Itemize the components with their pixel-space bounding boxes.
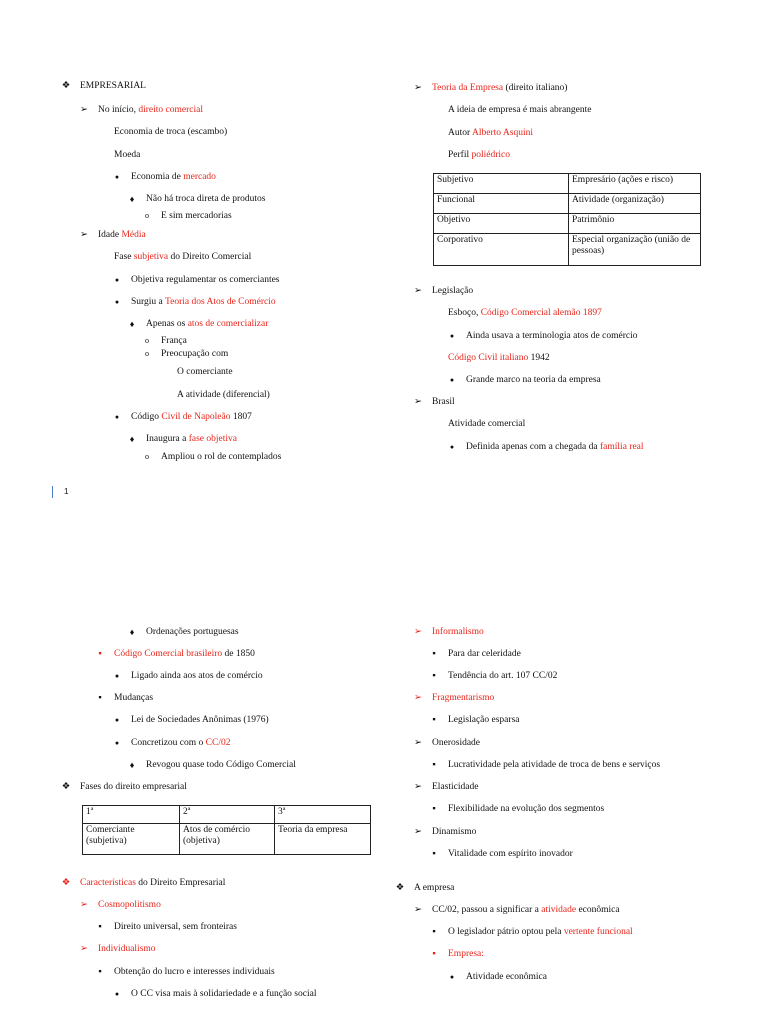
highlighted-term: Teoria da Empresa	[432, 83, 504, 93]
outline-item	[432, 826, 476, 838]
outline-item	[432, 737, 480, 749]
table-row	[83, 806, 371, 824]
outline-item	[161, 335, 187, 347]
page-break-marker	[52, 486, 53, 498]
item-text: A atividade (diferencial)	[177, 390, 270, 400]
square-bullet-icon: ▪	[98, 693, 102, 703]
dot-bullet-icon: ●	[114, 298, 120, 306]
item-text: Tendência do art. 107 CC/02	[448, 671, 558, 681]
square-bullet-icon: ▪	[432, 671, 436, 681]
dot-bullet-icon: ●	[114, 739, 120, 747]
item-text: No início,	[98, 105, 139, 115]
outline-item	[448, 848, 573, 860]
outline-item	[98, 229, 146, 241]
circle-bullet-icon: o	[145, 349, 149, 358]
outline-item	[177, 366, 233, 378]
page-number: 1	[64, 487, 69, 496]
item-text: Revogou quase todo Código Comercial	[146, 760, 296, 770]
outline-item	[448, 418, 525, 430]
outline-item	[114, 126, 227, 138]
item-text: (direito italiano)	[503, 83, 568, 93]
arrow-bullet-icon: ➢	[80, 900, 88, 910]
table-cell: Funcional	[434, 194, 569, 214]
item-text: Atividade comercial	[448, 419, 526, 429]
table-row	[434, 174, 701, 194]
outline-item	[131, 988, 316, 1000]
item-text: Fase	[114, 252, 134, 262]
highlighted-term: CC/02	[205, 738, 231, 748]
square-bullet-icon: ▪	[98, 649, 102, 659]
item-text: Economia de troca (escambo)	[114, 127, 228, 137]
item-text: Código	[131, 412, 162, 422]
item-text: Flexibilidade na evolução dos segmentos	[448, 804, 605, 814]
outline-item	[448, 714, 519, 726]
item-text: do Direito Empresarial	[135, 878, 226, 888]
outline-item	[80, 80, 146, 92]
square-bullet-icon: ▪	[432, 949, 436, 959]
item-text: CC/02, passou a significar a	[432, 905, 542, 915]
item-text: Vitalidade com espírito inovador	[448, 849, 573, 859]
item-text: Ligado ainda aos atos de comércio	[131, 671, 263, 681]
square-bullet-icon: ▪	[432, 927, 436, 937]
arrow-bullet-icon: ➢	[414, 738, 422, 748]
outline-item	[114, 921, 237, 933]
arrow-bullet-icon: ➢	[414, 693, 422, 703]
table-cell: 1ª	[83, 806, 180, 824]
outline-item	[131, 670, 263, 682]
highlighted-term: poliédrico	[471, 150, 510, 160]
diamond-bullet-icon: ❖	[61, 81, 71, 91]
outline-item	[80, 877, 225, 889]
outline-item	[432, 82, 567, 94]
highlighted-term: atividade	[541, 905, 577, 915]
outline-item	[146, 759, 296, 771]
arrow-bullet-icon: ➢	[80, 944, 88, 954]
table-row	[434, 234, 701, 266]
outline-item	[131, 411, 252, 423]
table-row	[83, 824, 371, 855]
item-text: Onerosidade	[432, 738, 481, 748]
item-text: Idade	[98, 230, 122, 240]
outline-item	[131, 171, 216, 183]
table-cell: 3ª	[275, 806, 371, 824]
small-diamond-bullet-icon: ♦	[129, 194, 135, 204]
item-text: Dinamismo	[432, 827, 477, 837]
outline-item	[114, 149, 140, 161]
item-text: Não há troca direta de produtos	[146, 194, 266, 204]
item-text: Atividade econômica	[466, 972, 547, 982]
highlighted-term: Cosmopolitismo	[98, 900, 161, 910]
item-text: Economia de	[131, 172, 184, 182]
square-bullet-icon: ▪	[432, 804, 436, 814]
square-bullet-icon: ▪	[432, 849, 436, 859]
item-text: Legislação	[432, 286, 474, 296]
highlighted-term: fase objetiva	[188, 434, 238, 444]
item-text: Elasticidade	[432, 782, 479, 792]
outline-item	[114, 692, 153, 704]
item-text: Brasil	[432, 397, 455, 407]
outline-item	[114, 251, 251, 263]
outline-item	[131, 274, 280, 286]
outline-item	[432, 396, 455, 408]
highlighted-term: Informalismo	[432, 627, 484, 637]
outline-item	[448, 648, 521, 660]
outline-item	[448, 104, 592, 116]
item-text: O legislador pátrio optou pela	[448, 927, 564, 937]
outline-item	[448, 803, 604, 815]
diamond-bullet-icon: ❖	[61, 782, 71, 792]
outline-item	[448, 307, 602, 319]
circle-bullet-icon: o	[145, 336, 149, 345]
arrow-bullet-icon: ➢	[414, 83, 422, 93]
small-diamond-bullet-icon: ♦	[129, 760, 135, 770]
diamond-bullet-icon: ❖	[61, 878, 71, 888]
outline-item	[448, 352, 550, 364]
outline-item	[98, 899, 161, 911]
table-cell: Comerciante (subjetiva)	[83, 824, 180, 855]
outline-item	[466, 971, 547, 983]
item-text: Lei de Sociedades Anônimas (1976)	[131, 715, 269, 725]
outline-item	[131, 737, 230, 749]
arrow-bullet-icon: ➢	[414, 782, 422, 792]
profile-table	[433, 173, 701, 266]
outline-item	[146, 626, 239, 638]
highlighted-term: Teoria dos Atos de Comércio	[164, 297, 276, 307]
highlighted-term: Fragmentarismo	[432, 693, 495, 703]
dot-bullet-icon: ●	[114, 990, 120, 998]
dot-bullet-icon: ●	[114, 716, 120, 724]
arrow-bullet-icon: ➢	[80, 105, 88, 115]
square-bullet-icon: ▪	[432, 760, 436, 770]
highlighted-term: Alberto Asquini	[472, 128, 533, 138]
item-text: França	[161, 336, 187, 346]
item-text: econômica	[576, 905, 620, 915]
outline-item	[432, 626, 484, 638]
small-diamond-bullet-icon: ♦	[129, 319, 135, 329]
highlighted-term: mercado	[183, 172, 216, 182]
highlighted-term: Média	[121, 230, 146, 240]
table-cell: Especial organização (união de pessoas)	[569, 234, 701, 266]
outline-item	[432, 781, 478, 793]
item-text: Ordenações portuguesas	[146, 627, 239, 637]
item-text: O comerciante	[177, 367, 233, 377]
item-text: O CC visa mais à solidariedade e a função social	[131, 989, 317, 999]
item-text: 1942	[528, 353, 550, 363]
item-text: Lucratividade pela atividade de troca de bens e serviços	[448, 760, 661, 770]
item-text: Concretizou com o	[131, 738, 206, 748]
square-bullet-icon: ▪	[98, 922, 102, 932]
small-diamond-bullet-icon: ♦	[129, 627, 135, 637]
item-text: Preocupação com	[161, 349, 229, 359]
highlighted-term: Código Comercial alemão 1897	[480, 308, 602, 318]
item-text: Objetiva regulamentar os comerciantes	[131, 275, 280, 285]
table-cell: Teoria da empresa	[275, 824, 371, 855]
table-cell: 2ª	[180, 806, 275, 824]
item-text: Fases do direito empresarial	[80, 782, 187, 792]
dot-bullet-icon: ●	[114, 276, 120, 284]
outline-item	[161, 451, 281, 463]
outline-item	[432, 285, 473, 297]
square-bullet-icon: ▪	[432, 649, 436, 659]
square-bullet-icon: ▪	[98, 967, 102, 977]
item-text: Surgiu a	[131, 297, 165, 307]
item-text: Mudanças	[114, 693, 154, 703]
table-cell: Subjetivo	[434, 174, 569, 194]
outline-item	[448, 149, 510, 161]
outline-item	[98, 943, 156, 955]
outline-item	[177, 389, 270, 401]
table-cell: Empresário (ações e risco)	[569, 174, 701, 194]
item-text: Legislação esparsa	[448, 715, 520, 725]
table-cell: Objetivo	[434, 214, 569, 234]
dot-bullet-icon: ●	[449, 973, 455, 981]
highlighted-term: direito comercial	[138, 105, 203, 115]
item-text: A ideia de empresa é mais abrangente	[448, 105, 592, 115]
table-cell: Atividade (organização)	[569, 194, 701, 214]
item-text: do Direito Comercial	[168, 252, 252, 262]
outline-item	[161, 210, 232, 222]
highlighted-term: Características	[80, 878, 136, 888]
item-text: Esboço,	[448, 308, 481, 318]
diamond-bullet-icon: ❖	[395, 883, 405, 893]
circle-bullet-icon: o	[145, 452, 149, 461]
outline-item	[114, 648, 255, 660]
item-text: Moeda	[114, 150, 141, 160]
outline-item	[146, 433, 237, 445]
table-cell: Atos de comércio (objetiva)	[180, 824, 275, 855]
item-text: de 1850	[222, 649, 255, 659]
arrow-bullet-icon: ➢	[414, 286, 422, 296]
outline-item	[466, 441, 644, 453]
dot-bullet-icon: ●	[449, 332, 455, 340]
highlighted-term: Código Civil italiano	[448, 353, 529, 363]
outline-item	[448, 670, 557, 682]
item-text: Autor	[448, 128, 473, 138]
dot-bullet-icon: ●	[114, 173, 120, 181]
outline-item	[414, 882, 454, 894]
item-text: Apenas os	[146, 319, 188, 329]
table-row	[434, 194, 701, 214]
item-text: 1807	[230, 412, 252, 422]
outline-item	[432, 692, 494, 704]
item-text: E sim mercadorias	[161, 211, 232, 221]
outline-item	[448, 759, 660, 771]
item-text: Definida apenas com a chegada da	[466, 442, 600, 452]
outline-item	[448, 948, 484, 960]
square-bullet-icon: ▪	[432, 715, 436, 725]
outline-item	[466, 330, 637, 342]
item-text: Direito universal, sem fronteiras	[114, 922, 237, 932]
phases-table	[82, 805, 371, 855]
item-text: Grande marco na teoria da empresa	[466, 375, 601, 385]
highlighted-term: vertente funcional	[563, 927, 633, 937]
outline-item	[448, 926, 633, 938]
highlighted-term: subjetiva	[133, 252, 169, 262]
outline-item	[80, 781, 187, 793]
item-text: Para dar celeridade	[448, 649, 521, 659]
dot-bullet-icon: ●	[114, 413, 120, 421]
arrow-bullet-icon: ➢	[80, 230, 88, 240]
item-text: Ainda usava a terminologia atos de comércio	[466, 331, 638, 341]
highlighted-term: Civil de Napoleão	[161, 412, 231, 422]
table-cell: Corporativo	[434, 234, 569, 266]
arrow-bullet-icon: ➢	[414, 827, 422, 837]
item-text: Obtenção do lucro e interesses individuais	[114, 967, 275, 977]
small-diamond-bullet-icon: ♦	[129, 434, 135, 444]
outline-item	[146, 318, 268, 330]
arrow-bullet-icon: ➢	[414, 905, 422, 915]
highlighted-term: Empresa:	[448, 949, 484, 959]
highlighted-term: Individualismo	[98, 944, 156, 954]
outline-item	[448, 127, 533, 139]
outline-item	[114, 966, 275, 978]
highlighted-term: atos de comercializar	[187, 319, 269, 329]
table-cell: Patrimônio	[569, 214, 701, 234]
highlighted-term: família real	[600, 442, 644, 452]
arrow-bullet-icon: ➢	[414, 627, 422, 637]
circle-bullet-icon: o	[145, 211, 149, 220]
dot-bullet-icon: ●	[114, 672, 120, 680]
item-text: EMPRESARIAL	[80, 81, 146, 91]
dot-bullet-icon: ●	[449, 376, 455, 384]
dot-bullet-icon: ●	[449, 443, 455, 451]
outline-item	[131, 296, 276, 308]
item-text: Inaugura a	[146, 434, 189, 444]
highlighted-term: Código Comercial brasileiro	[114, 649, 223, 659]
outline-item	[161, 348, 228, 360]
item-text: A empresa	[414, 883, 455, 893]
outline-item	[146, 193, 266, 205]
outline-item	[432, 904, 620, 916]
outline-item	[98, 104, 203, 116]
outline-item	[131, 714, 269, 726]
outline-item	[466, 374, 601, 386]
arrow-bullet-icon: ➢	[414, 397, 422, 407]
item-text: Perfil	[448, 150, 472, 160]
item-text: Ampliou o rol de contemplados	[161, 452, 282, 462]
table-row	[434, 214, 701, 234]
